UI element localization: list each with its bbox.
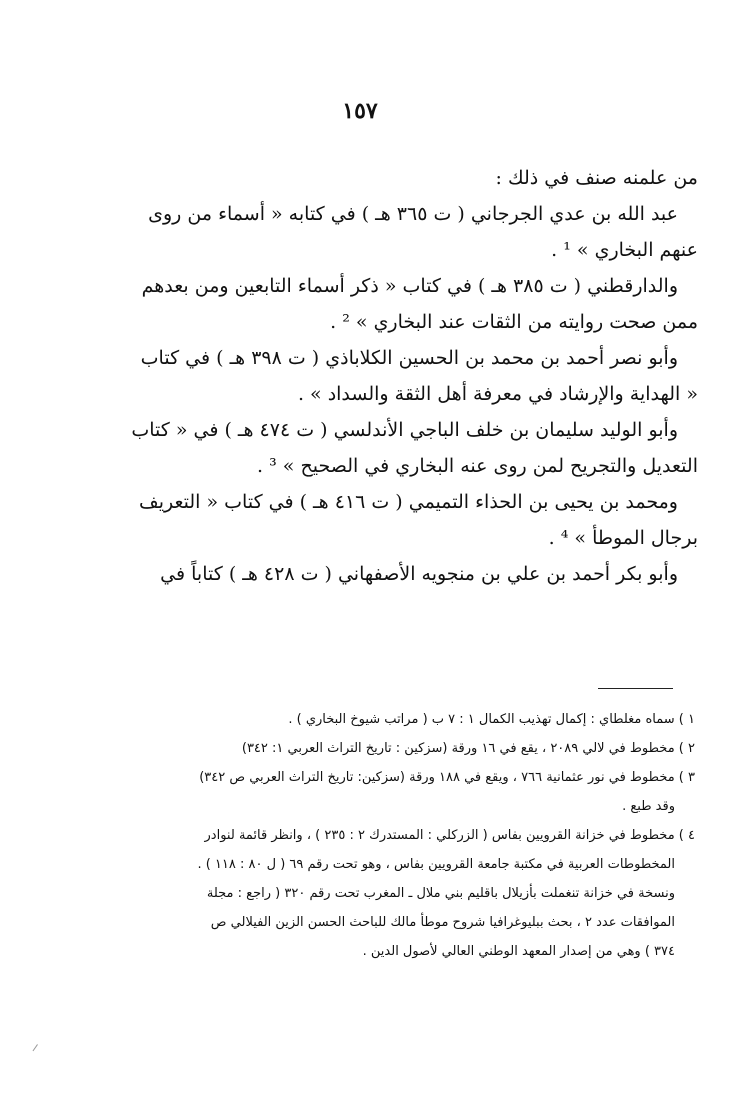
footnote-line: ١ ) سماه مغلطاي : إكمال تهذيب الكمال ١ : ٧ ب ( مراتب شيوخ البخاري ) . <box>288 712 695 727</box>
body-line: ومحمد بن يحيى بن الحذاء التميمي ( ت ٤١٦ هـ ) في كتاب « التعريف <box>139 491 678 513</box>
footnote-line: المخطوطات العربية في مكتبة جامعة القرويين بفاس ، وهو تحت رقم ٦٩ ( ل ٨٠ : ١١٨ ) . <box>197 857 675 872</box>
body-line: من علمنه صنف في ذلك : <box>495 167 698 189</box>
scan-mark <box>33 1044 45 1056</box>
body-line: وأبو الوليد سليمان بن خلف الباجي الأندلسي ( ت ٤٧٤ هـ ) في « كتاب <box>131 419 678 441</box>
body-line: عنهم البخاري » ¹ . <box>551 239 698 261</box>
main-text <box>78 160 698 592</box>
footnote-divider <box>598 688 673 689</box>
body-line: برجال الموطأ » ⁴ . <box>548 527 698 549</box>
body-line: وأبو نصر أحمد بن محمد بن الحسين الكلاباذي ( ت ٣٩٨ هـ ) في كتاب <box>140 347 678 369</box>
footnote-line: ٣٧٤ ) وهي من إصدار المعهد الوطني العالي لأصول الدين . <box>362 944 675 959</box>
footnote-line: ونسخة في خزانة تنغملت بأزيلال باقليم بني ملال ـ المغرب تحت رقم ٣٢٠ ( راجع : مجلة <box>206 886 675 901</box>
footnote-line: الموافقات عدد ٢ ، بحث ببليوغرافيا شروح موطأ مالك للباحث الحسن الزين الفيلالي ص <box>210 915 675 930</box>
footnote-line: وقد طبع . <box>622 799 675 814</box>
body-line: عبد الله بن عدي الجرجاني ( ت ٣٦٥ هـ ) في كتابه « أسماء من روى <box>148 203 678 225</box>
body-line: وأبو بكر أحمد بن علي بن منجويه الأصفهاني ( ت ٤٢٨ هـ ) كتاباً في <box>160 563 678 585</box>
body-line: « الهداية والإرشاد في معرفة أهل الثقة والسداد » . <box>297 383 698 405</box>
body-line: التعديل والتجريح لمن روى عنه البخاري في الصحيح » ³ . <box>257 455 698 477</box>
footnotes <box>55 705 695 966</box>
footnote-line: ٢ ) مخطوط في لالي ٢٠٨٩ ، يقع في ١٦ ورقة (سزكين : تاريخ التراث العربي ١: ٣٤٢) <box>241 741 695 756</box>
footnote-line: ٤ ) مخطوط في خزانة القرويين بفاس ( الزركلي : المستدرك ٢ : ٢٣٥ ) ، وانظر قائمة لنوادر <box>204 828 695 843</box>
body-line: والدارقطني ( ت ٣٨٥ هـ ) في كتاب « ذكر أسماء التابعين ومن بعدهم <box>141 275 678 297</box>
page-number: ١٥٧ <box>342 98 378 124</box>
body-line: ممن صحت روايته من الثقات عند البخاري » ² . <box>330 311 698 333</box>
footnote-line: ٣ ) مخطوط في نور عثمانية ٧٦٦ ، ويقع في ١٨٨ ورقة (سزكين: تاريخ التراث العربي ص ٣٤٢) <box>199 770 695 785</box>
